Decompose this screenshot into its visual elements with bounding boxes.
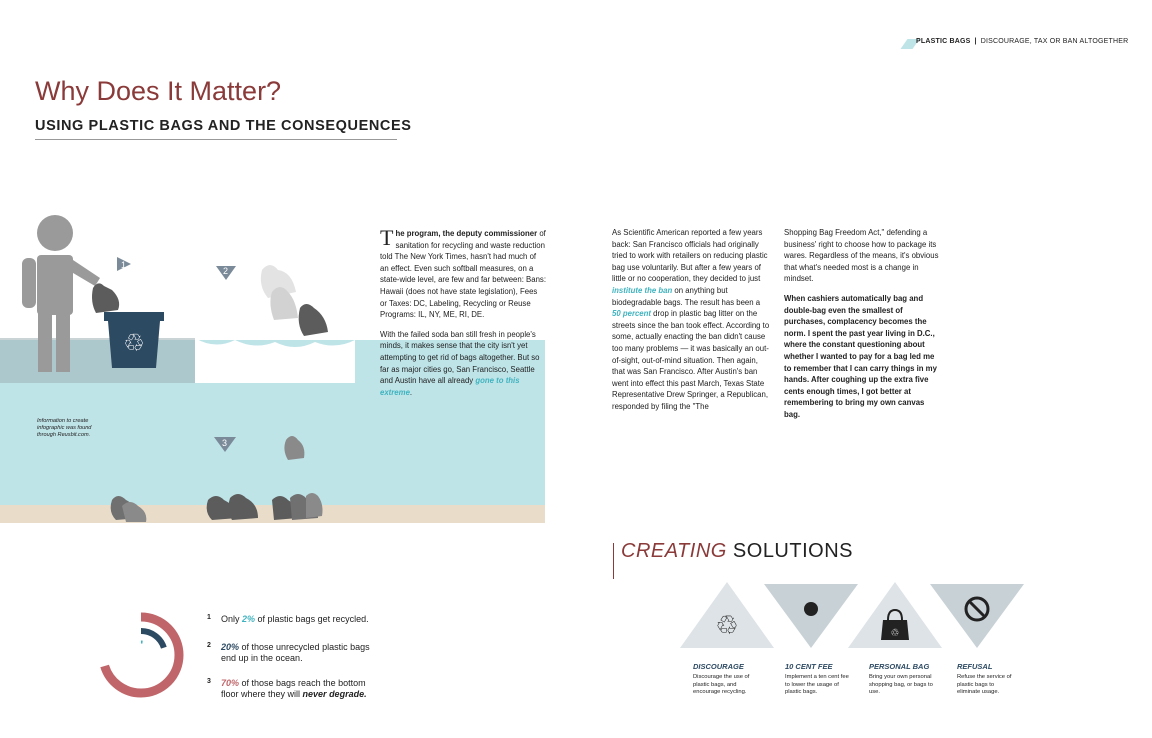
solution-personal-bag: PERSONAL BAG Bring your own personal shopping bag, or bags to use. <box>869 662 933 696</box>
article-paragraph: Shopping Bag Freedom Act," defending a business' right to choose how to package its wares. Regardless of the means, it's obvious that what's needed most is a change in mindset. <box>784 228 939 284</box>
article-paragraph: As Scientific American reported a few years back: San Francisco officials had originally tried to work with retailers on reducing plastic bag use voluntarily. But after a few years of little or no cooperation, they decided to just institute the ban on anything but biodegradable bags. The result has been a 50 percent drop in plastic bag litter on the streets since the ban took effect. According to some, actually enacting the ban didn't cause too many problems — it was basically an out-of-sight, out-of-mind situation. Then again, that was San Francisco. After Austin's ban went into effect this past March, Texas State Representative Drew Springer, a Republican, responded by filing the "The <box>612 228 770 411</box>
recycle-bin-icon <box>104 312 164 368</box>
header-topic: DISCOURAGE, TAX OR BAN ALTOGETHER <box>980 38 1129 45</box>
step-label-2: 2 <box>223 266 229 276</box>
stat-item: 2 20% of those unrecycled plastic bags end up in the ocean. <box>207 642 370 663</box>
article-paragraph: With the failed soda ban still fresh in people's minds, it makes sense that the city isn't yet attempting to get rid of bags altogether. But so far as major cities go, San Francisco, Seattle and Austin have all already gone to this extreme. <box>380 329 540 397</box>
article-column-3 <box>784 227 940 429</box>
step-label-3: 3 <box>222 438 228 448</box>
page-title: Why Does It Matter? <box>35 76 282 106</box>
solution-discourage: DISCOURAGE Discourage the use of plastic bags, and encourage recycling. <box>693 662 750 696</box>
highlight-50-percent: 50 percent <box>612 309 652 319</box>
solutions-title: CREATING SOLUTIONS <box>621 540 853 562</box>
source-note: Information to create infographic was found through Reusbit.com. <box>37 418 92 438</box>
article-paragraph: When cashiers automatically bag and double-bag even the smallest of purchases, complacency becomes the norm. I spent the past year living in D.C., where the constant questioning about whether I wanted to pay for a bag led me to remember that I can carry things in my hands. After coughing up the extra five cents enough times, I got better at remembering to bring my own canvas bag. <box>784 293 937 419</box>
bag-sinking <box>284 436 304 460</box>
bags-on-floor <box>111 493 323 522</box>
header-section: PLASTIC BAGS <box>916 38 971 45</box>
solutions-icons <box>680 582 1025 652</box>
article-column-2 <box>612 227 770 421</box>
stat-item: 3 70% of those bags reach the bottom floor where they will never degrade. <box>207 678 367 699</box>
solution-refusal: REFUSAL Refuse the service of plastic bags to eliminate usage. <box>957 662 1012 696</box>
step-label-1: 1 <box>121 260 127 270</box>
coin-icon <box>804 602 818 616</box>
bag-floating-dark <box>299 304 328 336</box>
header-separator: | <box>974 38 977 45</box>
shore-ground <box>0 338 195 383</box>
svg-text:♲: ♲ <box>123 329 145 357</box>
wave-crest <box>195 338 355 383</box>
recycle-icon: ♲ <box>715 611 739 641</box>
page-subtitle: USING PLASTIC BAGS AND THE CONSEQUENCES <box>35 118 412 134</box>
svg-text:♲: ♲ <box>890 628 900 639</box>
subtitle-rule <box>35 139 397 140</box>
refusal-triangle <box>930 584 1024 648</box>
solutions-accent-bar <box>613 543 614 579</box>
stat-item: 1 Only 2% of plastic bags get recycled. <box>207 614 369 624</box>
running-header <box>916 38 1128 45</box>
link-gone-to-this-extreme[interactable]: gone to this extreme <box>380 376 520 397</box>
article-column-1 <box>380 225 546 406</box>
donut-ring-2 <box>128 642 154 668</box>
bag-in-hand <box>92 283 119 313</box>
donut-ring-20 <box>117 631 165 679</box>
article-paragraph: The program, the deputy commissioner of sanitation for recycling and waste reduction told The New York Times, hasn't had much of an effect. Even such softball measures, on a state-wide level, are few and far between: Bans: Hawaii (does not have state legislation), Fees or Taxes: DC, Labeling, Recycling or Reuse Programs: IL, NY, ME, RI, DE. <box>380 225 546 320</box>
drop-cap: T <box>380 225 394 250</box>
recycle-stats-donut <box>96 610 186 700</box>
solution-10-cent-fee: 10 CENT FEE Implement a ten cent fee to lower the usage of plastic bags. <box>785 662 849 696</box>
link-institute-the-ban[interactable]: institute the ban <box>612 285 673 295</box>
